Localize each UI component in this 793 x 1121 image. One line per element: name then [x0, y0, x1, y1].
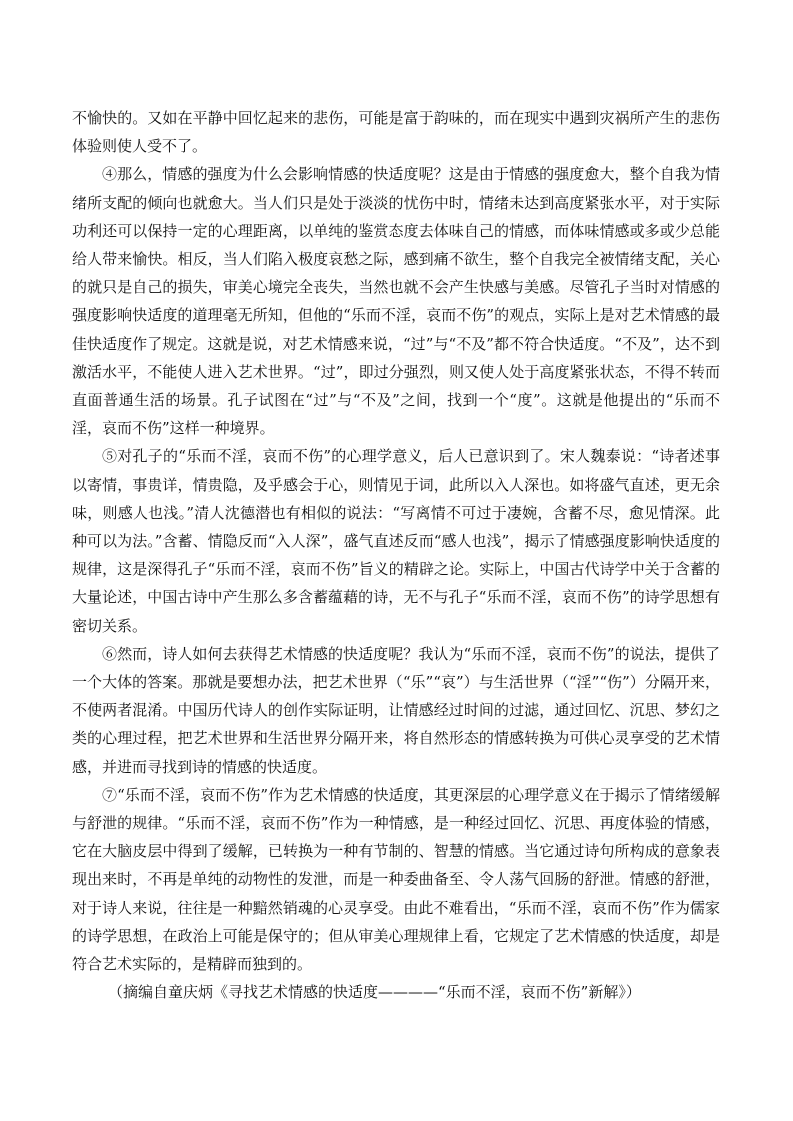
paragraph-6: ⑥然而，诗人如何去获得艺术情感的快适度呢？我认为“乐而不淫，哀而不伤”的说法，提供了一个大体的答案。那就是要想办法，把艺术世界（“乐”“哀”）与生活世界（“淫”“伤”）分隔开来，不使两者混淆。中国历代诗人的创作实际证明，让情感经过时间的过滤，通过回忆、沉思、梦幻之类的心理过程，把艺术世界和生活世界分隔开来，将自然形态的情感转换为可供心灵享受的艺术情感，并进而寻找到诗的情感的快适度。	[72, 644, 720, 776]
source-citation: （摘编自童庆炳《寻找艺术情感的快适度————“乐而不淫，哀而不伤”新解》）	[108, 983, 641, 1002]
paragraph-5: ⑤对孔子的“乐而不淫，哀而不伤”的心理学意义，后人已意识到了。宋人魏泰说：“诗者述事以寄情，事贵详，情贵隐，及乎感会于心，则情见于词，此所以入人深也。如将盛气直述，更无余味，则感人也浅。”清人沈德潜也有相似的说法：“写离情不可过于凄婉，含蓄不尽，愈见情深。此种可以为法。”含蓄、情隐反而“入人深”，盛气直述反而“感人也浅”，揭示了情感强度影响快适度的规律，这是深得孔子“乐而不淫，哀而不伤”旨义的精辟之论。实际上，中国古代诗学中关于含蓄的大量论述，中国古诗中产生那么多含蓄蕴藉的诗，无不与孔子“乐而不淫，哀而不伤”的诗学思想有密切关系。	[72, 447, 720, 635]
article-body	[72, 104, 720, 1007]
paragraph-7: ⑦“乐而不淫，哀而不伤”作为艺术情感的快适度，其更深层的心理学意义在于揭示了情绪缓解与舒泄的规律。“乐而不淫，哀而不伤”作为一种情感，是一种经过回忆、沉思、再度体验的情感，它在大脑皮层中得到了缓解，已转换为一种有节制的、智慧的情感。当它通过诗句所构成的意象表现出来时，不再是单纯的动物性的发泄，而是一种委曲备至、令人荡气回肠的舒泄。情感的舒泄，对于诗人来说，往往是一种黯然销魂的心灵享受。由此不难看出，“乐而不淫，哀而不伤”作为儒家的诗学思想，在政治上可能是保守的；但从审美心理规律上看，它规定了艺术情感的快适度，却是符合艺术实际的，是精辟而独到的。	[72, 785, 720, 974]
paragraph-continuation: 不愉快的。又如在平静中回忆起来的悲伤，可能是富于韵味的，而在现实中遇到灾祸所产生的悲伤体验则使人受不了。	[72, 109, 720, 156]
paragraph-4: ④那么，情感的强度为什么会影响情感的快适度呢？这是由于情感的强度愈大，整个自我为情绪所支配的倾向也就愈大。当人们只是处于淡淡的忧伤中时，情绪未达到高度紧张水平，对于实际功利还可以保持一定的心理距离，以单纯的鉴赏态度去体味自己的情感，而体味情感或多或少总能给人带来愉快。相反，当人们陷入极度哀愁之际，感到痛不欲生，整个自我完全被情绪支配，关心的就只是自己的损失，审美心境完全丧失，当然也就不会产生快感与美感。尽管孔子当时对情感的强度影响快适度的道理毫无所知，但他的“乐而不淫，哀而不伤”的观点，实际上是对艺术情感的最佳快适度作了规定。这就是说，对艺术情感来说，“过”与“不及”都不符合快适度。“不及”，达不到激活水平，不能使人进入艺术世界。“过”，即过分强烈，则又使人处于高度紧张状态，不得不转而直面普通生活的场景。孔子试图在“过”与“不及”之间，找到一个“度”。这就是他提出的“乐而不淫，哀而不伤”这样一种境界。	[72, 165, 720, 438]
